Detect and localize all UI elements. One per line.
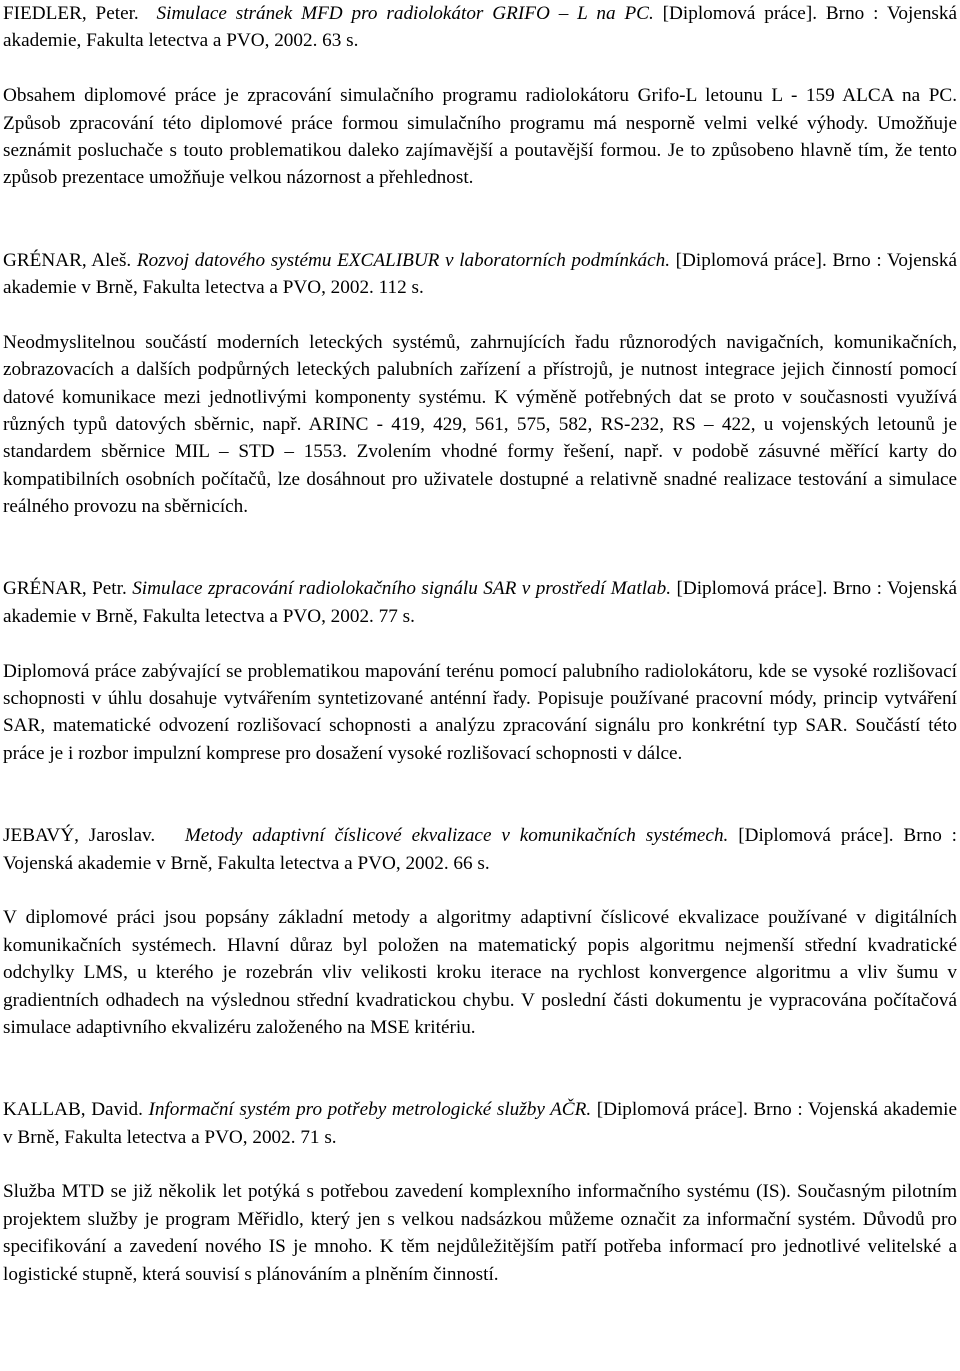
publication-details: [Diplomová práce]. Brno : Vojenská akademie v Brně, Fakulta letectva a PVO, 2002. 66 s.	[3, 825, 957, 874]
thesis-title: Metody adaptivní číslicové ekvalizace v komunikačních systémech.	[184, 825, 729, 847]
publication-details: [Diplomová práce]. Brno : Vojenská akademie v Brně, Fakulta letectva a PVO, 2002. 112 s.	[3, 249, 957, 299]
abstract-text: Neodmyslitelnou součástí moderních leteckých systémů, zahrnujících řadu různorodých navigačních, komunikačních, zobrazovacích a dalších podpůrných leteckých palubních zařízení a přístrojů, je nutnost integrace jejich činností pomocí datové komunikace mezi jednotlivými komponenty systému. K výměně potřebných dat se proto v současnosti využívá různých typů datových sběrnic, např. ARINC - 419, 429, 561, 575, 582, RS-232, RS – 422, u vojenských letounů je standardem sběrnice MIL – STD – 1553. Zvolením vhodné formy řešení, např. v podobě zásuvné měřící karty do kompatibilních osobních počítačů, lze dosáhnout pro uživatele dostupné a relativně snadné realizace testování a simulace reálného provozu na sběrnicích.	[3, 331, 957, 518]
author-name: KALLAB, David.	[3, 1099, 143, 1121]
citation	[3, 1096, 957, 1151]
thesis-title: Simulace stránek MFD pro radiolokátor GRIFO – L na PC.	[156, 3, 654, 24]
bibliography-entry	[3, 1096, 957, 1288]
citation	[3, 247, 957, 302]
thesis-title: Simulace zpracování radiolokačního signálu SAR v prostředí Matlab.	[132, 578, 672, 600]
citation	[3, 822, 957, 877]
citation	[3, 575, 957, 630]
author-name: GRÉNAR, Petr.	[3, 578, 127, 600]
abstract-text: Diplomová práce zabývající se problematikou mapování terénu pomocí palubního radiolokátoru, kde se vysoké rozlišovací schopnosti v úhlu dosahuje vytvářením syntetizované anténní řady. Popisuje používané pracovní módy, princip vytváření SAR, matematické odvození rozlišovací schopnosti a analýzu zpracování signálu pro konkrétní typ SAR. Součástí této práce je i rozbor impulzní komprese pro dosažení vysoké rozlišovací schopnosti v dálce.	[3, 660, 957, 764]
publication-details: [Diplomová práce]. Brno : Vojenská akademie v Brně, Fakulta letectva a PVO, 2002. 77 s.	[3, 578, 957, 627]
bibliography-entry	[3, 575, 957, 767]
author-name: FIEDLER, Peter.	[3, 3, 139, 24]
abstract-text: Obsahem diplomové práce je zpracování simulačního programu radiolokátoru Grifo-L letounu L - 159 ALCA na PC. Způsob zpracování této diplomové práce formou simulačního programu má nesporně velmi velké výhody. Umožňuje seznámit posluchače s touto problematikou daleko zajímavější a poutavější formou. Je to způsobeno hlavně tím, že tento způsob prezentace umožňuje velkou názornost a přehlednost.	[3, 85, 957, 189]
thesis-title: Rozvoj datového systému EXCALIBUR v laboratorních podmínkách.	[136, 249, 671, 271]
citation	[3, 0, 957, 55]
document-page	[3, 0, 957, 1288]
abstract-text: V diplomové práci jsou popsány základní metody a algoritmy adaptivní číslicové ekvalizace používané v digitálních komunikačních systémech. Hlavní důraz byl položen na matematický popis algoritmu nejmenší střední kvadratické odchylky LMS, u kterého je rozebrán vliv velikosti kroku iterace na rychlost konvergence algoritmu a vliv šumu v gradientních odhadech na výslednou střední kvadratickou chybu. V poslední části dokumentu je vypracována počítačová simulace adaptivního ekvalizéru založeného na MSE kritériu.	[3, 907, 957, 1038]
bibliography-entry	[3, 0, 957, 192]
thesis-title: Informační systém pro potřeby metrologické služby AČR.	[148, 1099, 592, 1121]
publication-details: [Diplomová práce]. Brno : Vojenská akademie v Brně, Fakulta letectva a PVO, 2002. 71 s.	[3, 1099, 957, 1148]
author-name: GRÉNAR, Aleš.	[3, 249, 132, 271]
publication-details: [Diplomová práce]. Brno : Vojenská akademie, Fakulta letectva a PVO, 2002. 63 s.	[3, 3, 958, 52]
bibliography-entry	[3, 247, 957, 521]
author-name: JEBAVÝ, Jaroslav.	[3, 825, 156, 847]
abstract-text: Služba MTD se již několik let potýká s potřebou zavedení komplexního informačního systému (IS). Současným pilotním projektem služby je program Měřidlo, který jen s velkou nadsázkou můžeme označit za informační systém. Důvodů pro specifikování a zavedení nového IS je mnoho. K těm nejdůležitějším patří potřeba informací pro jednotlivé velitelské a logistické stupně, která souvisí s plánováním a plněním činností.	[3, 1181, 957, 1285]
bibliography-entry	[3, 822, 957, 1041]
